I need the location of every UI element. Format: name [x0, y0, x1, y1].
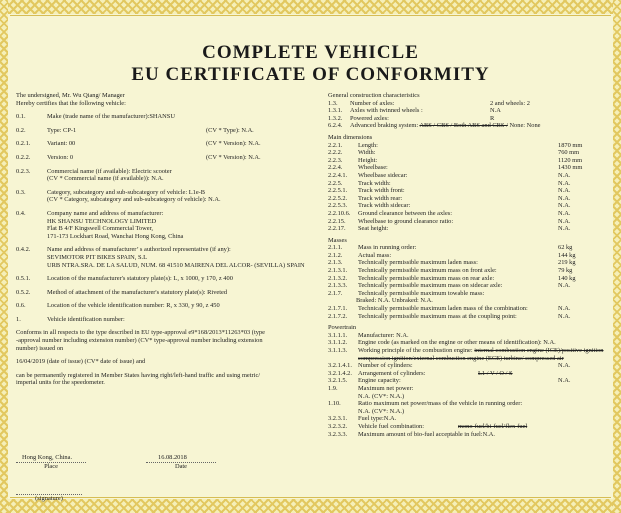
spec-row: 2.1.3.2. Technically permissible maximum mass on rear axle: 140 kg	[328, 274, 576, 282]
spec-row: 2.1.3.1. Technically permissible maximum mass on front axle: 79 kg	[328, 267, 573, 275]
bottom-border	[0, 499, 621, 513]
masses-heading: Masses	[328, 236, 347, 244]
intro-line: The undersigned, Mr. Wu Qiang/ Manager	[16, 92, 125, 99]
spec-row: 3.2.3.3. Maximum amount of bio-fuel acceptable in fuel:N.A.	[328, 430, 496, 438]
spec-row: 3.2.1.5. Engine capacity: N.A.	[328, 377, 571, 385]
date-value: 16.08.2018	[158, 454, 187, 461]
spec-row: 3.2.3.2. Vehicle fuel combination: mono-fuel/bi-fuel/flex-fuel	[328, 422, 528, 430]
item-row: 0.3. Category, subcategory and sub-subcategory of vehicle: L1e-B (CV * Category, subcategory and sub-subcategory of vehicle): N.A.	[16, 188, 221, 204]
spec-row: 2.2.5.1. Track width front: N.A.	[328, 187, 571, 195]
place-value: Hong Kong, China.	[22, 454, 73, 461]
powertrain-heading: Powertrain	[328, 324, 357, 332]
date-label: Date	[146, 462, 216, 470]
divider	[10, 15, 611, 16]
divider	[10, 497, 611, 498]
dimensions-heading: Main dimensions	[328, 133, 373, 141]
spec-row: 2.1.3.3. Technically permissible maximum mass on sidecar axle: N.A.	[328, 282, 571, 290]
intro-line: Hereby certifies that the following vehicle:	[16, 99, 126, 107]
item-row: 0.6. Location of the vehicle identification number: R, x 330, y 90, z 450	[16, 302, 220, 310]
item-row: 0.4.2. Name and address of manufacturer’ s authorized representative (if any): SEVIMOTOR PIT BIKES SPAIN, S.L URB NTRA.SRA. DE LA SALUD, NUM. 68 41510 MAIRENA DEL ALCOR- (SEVILLA) SPAIN	[16, 246, 305, 269]
spec-row: 2.2.5.3. Track width sidecar: N.A.	[328, 202, 571, 210]
power-value: N.A. (CV*: N.A.)	[358, 392, 405, 400]
spec-row: 1.9. Maximum net power:	[328, 384, 414, 392]
spec-row: 2.2.2. Width: 760 mm	[328, 149, 580, 157]
left-column	[16, 92, 326, 387]
spec-row: 2.1.7. Technically permissible maximum towable mass:	[328, 289, 485, 297]
spec-row: 1.10. Ratio maximum net power/mass of the vehicle in running order:	[328, 400, 523, 408]
spec-row: 2.2.3. Height: 1120 mm	[328, 156, 583, 164]
spec-row: 2.1.3. Technically permissible maximum laden mass: 219 kg	[328, 259, 576, 267]
issue-date-text: 16/04/2019 (date of issue) (CV* date of issue) and	[16, 358, 146, 366]
spec-row: 1.3. Number of axles: 2 and wheels: 2	[328, 99, 530, 107]
spec-row: 2.2.17. Seat height: N.A.	[328, 225, 571, 233]
spec-row: 3.1.1.2. Engine code (as marked on the engine or other means of identification): N.A.	[328, 339, 556, 347]
spec-row: 2.2.15. Wheelbase to ground clearance ratio: N.A.	[328, 217, 571, 225]
spec-row: 2.2.5.2. Track width rear: N.A.	[328, 194, 571, 202]
item-row: 0.2.1. Variant: 00 (CV * Version): N.A.	[16, 140, 261, 148]
spec-row: 2.2.1. Length: 1870 mm	[328, 141, 583, 149]
item-row: 0.4. Company name and address of manufacturer: HK SHANSU TECHNOLOGY LIMITED Flat B 4/F Kingswell Commercial Tower, 171-173 Lockhart Road, Wanchai Hong Kong, China	[16, 209, 184, 240]
right-column	[328, 92, 618, 438]
spec-row: 2.1.7.1. Technically permissible maximum laden mass of the combination: N.A.	[328, 305, 571, 313]
title-line-2: EU CERTIFICATE OF CONFORMITY	[131, 64, 490, 85]
spec-row: 2.1.1. Mass in running order: 62 kg	[328, 244, 573, 252]
braked-line: Braked: N.A. Unbraked: N.A.	[356, 297, 433, 305]
spec-row: 2.2.4.1. Wheelbase sidecar: N.A.	[328, 171, 571, 179]
engine-principle-cont: compression ignition/external combustion engine (ECE) turbine/ compressed air	[358, 354, 564, 362]
spec-row: 1.3.2. Powered axles: R	[328, 114, 495, 122]
item-row: 0.2. Type: CP-1 (CV * Type): N.A.	[16, 126, 254, 134]
spec-row: 3.2.3.1. Fuel type:N.A.	[328, 415, 397, 423]
spec-row: 2.1.2. Actual mass: 144 kg	[328, 251, 576, 259]
registration-text: can be permanently registered in Member States having right/left-hand traffic and using metric/ imperial units for the speedometer.	[16, 371, 261, 387]
spec-row: 3.2.1.4.1. Number of cylinders: N.A.	[328, 362, 571, 370]
item-row: 0.2.2. Version: 0 (CV * Version): N.A.	[16, 153, 261, 161]
spec-row: 2.2.4. Wheelbase: 1430 mm	[328, 164, 583, 172]
spec-row: 2.2.10.6. Ground clearance between the axles: N.A.	[328, 209, 571, 217]
signature-label: (signature)	[16, 494, 82, 502]
spec-row: 2.2.5. Track width: N.A.	[328, 179, 571, 187]
place-label: Place	[16, 462, 86, 470]
spec-row: 1.3.1. Axles with twinned wheels : N.A	[328, 107, 501, 115]
spec-row: 3.1.1.3. Working principle of the combustion engine: internal combustion engine (ICE)/positive ignition	[328, 347, 604, 354]
conformity-text: Conforms in all respects to the type described in EU type-approval e9*168/2013*11263*03 (type -approval number including extension number) (CV* type-approval number including extension number) issued on	[16, 329, 265, 352]
title-line-1: COMPLETE VEHICLE	[202, 42, 419, 63]
item-row: 0.1. Make (trade name of the manufacturer):SHANSU	[16, 113, 175, 121]
spec-row: 2.1.7.2. Technically permissible maximum mass at the coupling point: N.A.	[328, 312, 571, 320]
spec-row: 3.2.1.4.2. Arrangement of cylinders: L1 / V / O / S	[328, 369, 513, 377]
spec-row: 3.1.1.1. Manufacturer: N.A.	[328, 331, 409, 339]
ratio-value: N.A. (CV*: N.A.)	[358, 407, 405, 415]
top-border	[0, 0, 621, 14]
item-row: 0.2.3. Commercial name (if available): Electric scooter (CV * Commercial name (if available)): N.A.	[16, 167, 172, 183]
item-row: 1. Vehicle identification number:	[16, 315, 125, 323]
spec-row: 6.2.4. Advanced braking system: ABS / CBS / Both ABS and CBS / None: None	[328, 122, 541, 130]
item-row: 0.5.1. Location of the manufacturer's statutory plate(s): L, x 1000, y 170, z 400	[16, 275, 233, 283]
general-heading: General construction characteristics	[328, 92, 420, 99]
item-row: 0.5.2. Method of attachment of the manufacturer's statutory plate(s): Riveted	[16, 288, 228, 296]
